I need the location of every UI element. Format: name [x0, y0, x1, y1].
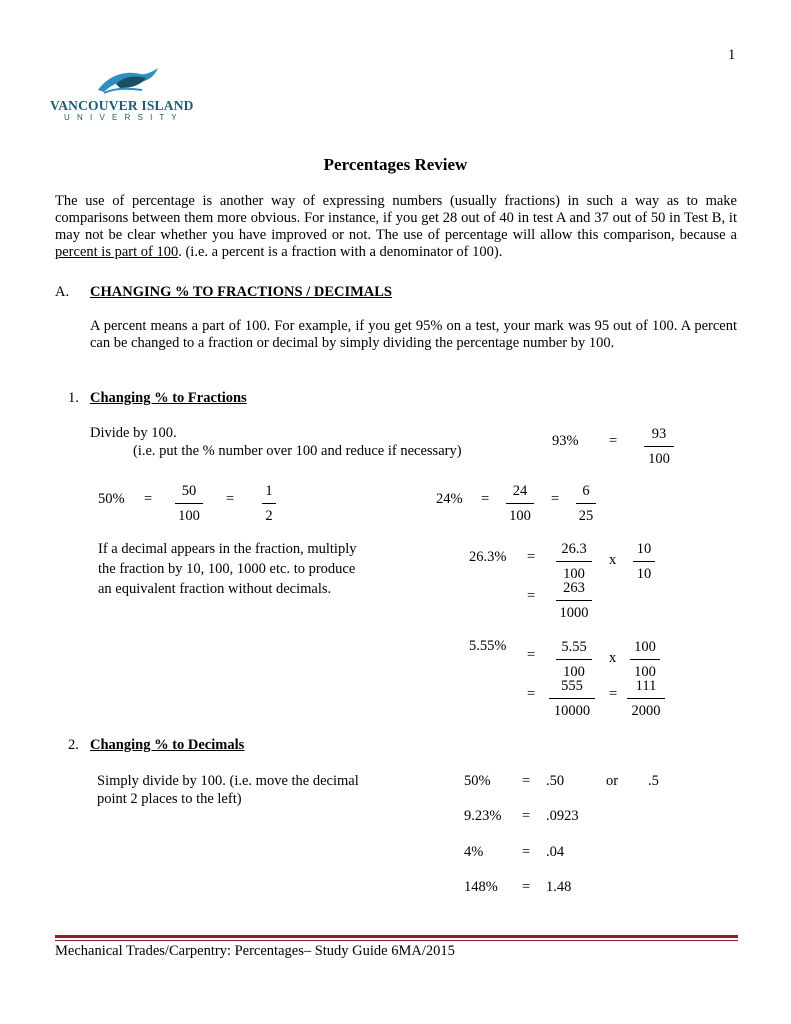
- ex555-fraction-2: 100 100: [630, 640, 660, 679]
- ex93-fraction: 93 100: [644, 427, 674, 466]
- ex263-fraction-3: 263 1000: [556, 581, 592, 620]
- ex93-percent: 93%: [552, 433, 579, 449]
- dec-row1-decimal: .50: [546, 773, 565, 789]
- ex263-percent: 26.3%: [469, 549, 507, 565]
- ex263-equals-1: =: [527, 549, 536, 565]
- decimal-note-line1: If a decimal appears in the fraction, multiply: [98, 541, 357, 557]
- dec-row4-percent: 148%: [464, 879, 498, 895]
- dec-row1-alt: .5: [648, 773, 659, 789]
- ex555-percent: 5.55%: [469, 638, 507, 654]
- dec-row3-equals: =: [522, 844, 531, 860]
- intro-paragraph: The use of percentage is another way of expressing numbers (usually fractions) in such a way as to make comparisons between them more obvious. For instance, if you get 28 out of 40 in test A and 37 out of 50 in Test B, it may not be clear whether you have improved or not. The use of percentage will allow this comparison, because a percent is part of 100. (i.e. a percent is a fraction with a denominator of 100).: [55, 193, 737, 260]
- decimal-note-line3: an equivalent fraction without decimals.: [98, 581, 332, 597]
- divide-note: (i.e. put the % number over 100 and reduce if necessary): [133, 443, 462, 459]
- dec-row4-decimal: 1.48: [546, 879, 572, 895]
- ex263-times: x: [609, 552, 617, 568]
- page-title: Percentages Review: [323, 155, 468, 174]
- sub1-heading: Changing % to Fractions: [90, 390, 247, 406]
- ex555-fraction-4: 111 2000: [627, 679, 665, 718]
- dec-row1-or: or: [606, 773, 619, 789]
- dec-row3-percent: 4%: [464, 844, 484, 860]
- ex24-percent: 24%: [436, 491, 463, 507]
- footer-rule-thin: [55, 940, 738, 941]
- section-a-heading: CHANGING % TO FRACTIONS / DECIMALS: [90, 284, 392, 300]
- sub1-marker: 1.: [68, 390, 79, 406]
- sub2-heading: Changing % to Decimals: [90, 737, 245, 753]
- footer-text: Mechanical Trades/Carpentry: Percentages– Study Guide 6MA/2015: [55, 943, 455, 959]
- ex555-times: x: [609, 650, 617, 666]
- ex263-fraction-1: 26.3 100: [556, 542, 592, 581]
- section-a-marker: A.: [55, 284, 70, 300]
- dec-row1-percent: 50%: [464, 773, 491, 789]
- dec-row2-percent: 9.23%: [464, 808, 502, 824]
- ex555-equals-1: =: [527, 647, 536, 663]
- logo-line1: VANCOUVER ISLAND: [50, 98, 194, 113]
- dec-row2-equals: =: [522, 808, 531, 824]
- ex24-equals-1: =: [481, 491, 490, 507]
- ex50-equals-1: =: [144, 491, 153, 507]
- dec-row2-decimal: .0923: [546, 808, 579, 824]
- ex263-fraction-2: 10 10: [633, 542, 655, 581]
- logo-line2: U N I V E R S I T Y: [64, 113, 180, 122]
- sub2-marker: 2.: [68, 737, 79, 753]
- ex50-fraction-2: 1 2: [262, 484, 276, 523]
- university-logo: [50, 66, 195, 126]
- page-number: 1: [728, 47, 736, 63]
- ex555-equals-2: =: [527, 686, 536, 702]
- dec-row1-equals: =: [522, 773, 531, 789]
- ex50-fraction-1: 50 100: [175, 484, 203, 523]
- sub2-text-line2: point 2 places to the left): [97, 791, 242, 807]
- ex555-equals-3: =: [609, 686, 618, 702]
- ex555-fraction-1: 5.55 100: [556, 640, 592, 679]
- dec-row4-equals: =: [522, 879, 531, 895]
- ex24-fraction-1: 24 100: [506, 484, 534, 523]
- sub2-text-line1: Simply divide by 100. (i.e. move the decimal: [97, 773, 359, 789]
- footer-rule: [55, 935, 738, 938]
- decimal-note-line2: the fraction by 10, 100, 1000 etc. to produce: [98, 561, 356, 577]
- ex50-equals-2: =: [226, 491, 235, 507]
- ex263-equals-2: =: [527, 588, 536, 604]
- ex555-fraction-3: 555 10000: [549, 679, 595, 718]
- ex93-equals: =: [609, 433, 618, 449]
- ex24-fraction-2: 6 25: [576, 484, 596, 523]
- ex50-percent: 50%: [98, 491, 125, 507]
- dec-row3-decimal: .04: [546, 844, 565, 860]
- section-a-body: A percent means a part of 100. For example, if you get 95% on a test, your mark was 95 out of 100. A percent can be changed to a fraction or decimal by simply dividing the percentage number by 100.: [90, 318, 737, 351]
- ex24-equals-2: =: [551, 491, 560, 507]
- logo-wave-icon: [94, 66, 164, 96]
- divide-instruction: Divide by 100.: [90, 425, 177, 441]
